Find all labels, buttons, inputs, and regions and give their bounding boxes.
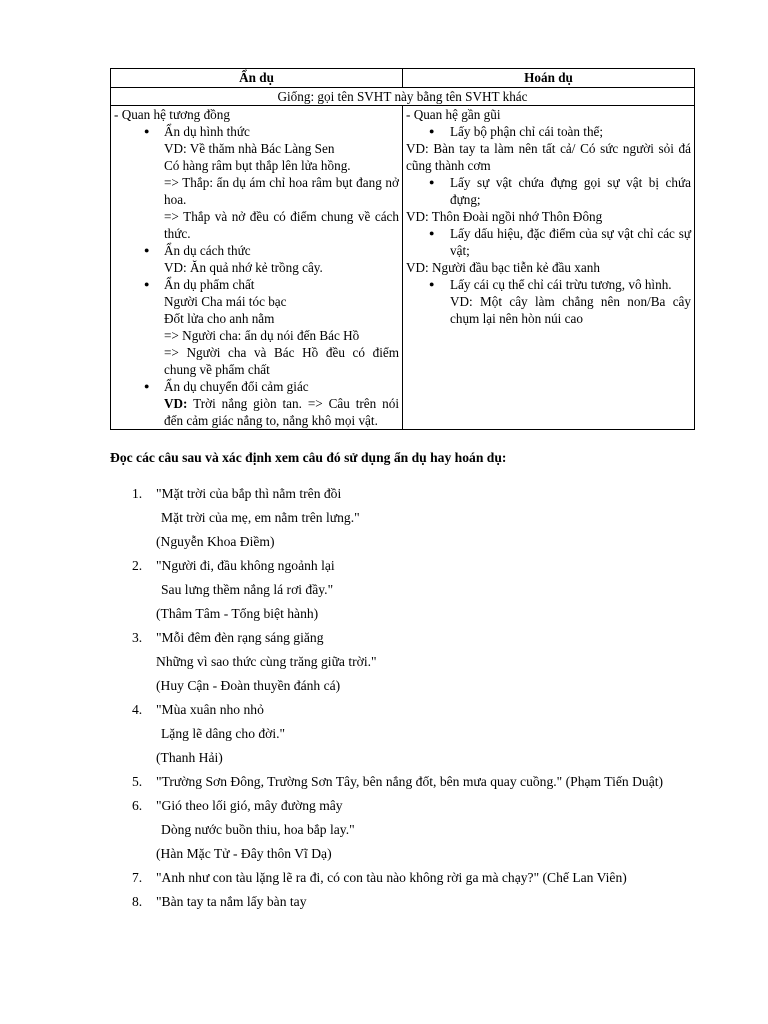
item-number: 6. bbox=[132, 798, 143, 813]
list-item bbox=[110, 794, 695, 866]
item-line: "Anh như con tàu lặng lẽ ra đi, có con tàu nào không rời ga mà chạy?" (Chế Lan Viên) bbox=[156, 870, 627, 885]
left-b1-line-1: VD: Về thăm nhà Bác Làng Sen bbox=[164, 141, 335, 156]
list-item bbox=[110, 482, 695, 554]
left-bullet-2-title: ● Ẩn dụ cách thức bbox=[114, 242, 399, 259]
item-line: Dòng nước buồn thiu, hoa bắp lay." bbox=[161, 822, 355, 837]
right-bullet-4-title: ● Lấy cái cụ thể chỉ cái trừu tương, vô hình. bbox=[406, 276, 691, 293]
left-b3-line-3: => Người cha: ẩn dụ nói đến Bác Hồ bbox=[164, 328, 360, 343]
item-source: (Huy Cận - Đoàn thuyền đánh cá) bbox=[156, 678, 341, 693]
header-hoan-du: Hoán dụ bbox=[403, 69, 695, 88]
item-line: "Mỗi đêm đèn rạng sáng giăng bbox=[156, 630, 324, 645]
item-number: 5. bbox=[132, 774, 143, 789]
left-b4-label: VD: bbox=[164, 396, 188, 411]
item-line: Những vì sao thức cùng trăng giữa trời." bbox=[156, 654, 377, 669]
right-bullet-1-title: ● Lấy bộ phận chỉ cái toàn thể; bbox=[406, 123, 691, 140]
item-line: "Gió theo lối gió, mây đường mây bbox=[156, 798, 343, 813]
left-b4-line-1 bbox=[114, 395, 399, 429]
left-bullet-1-title: ● Ẩn dụ hình thức bbox=[114, 123, 399, 140]
item-line: "Trường Sơn Đông, Trường Sơn Tây, bên nắng đốt, bên mưa quay cuồng." (Phạm Tiến Duật) bbox=[156, 774, 664, 789]
item-source: (Nguyễn Khoa Điềm) bbox=[156, 534, 275, 549]
left-bullet-3-title: ● Ẩn dụ phẩm chất bbox=[114, 276, 399, 293]
comparison-table bbox=[110, 68, 695, 430]
right-intro: - Quan hệ gần gũi bbox=[406, 107, 501, 122]
item-number: 1. bbox=[132, 486, 143, 501]
right-b2-example: VD: Thôn Đoài ngồi nhớ Thôn Đông bbox=[406, 209, 603, 224]
item-line: Mặt trời của mẹ, em nằm trên lưng." bbox=[161, 510, 360, 525]
left-b3-line-1: Người Cha mái tóc bạc bbox=[164, 294, 287, 309]
left-b1-line-2: Có hàng râm bụt thắp lên lửa hồng. bbox=[164, 158, 351, 173]
table-body-row bbox=[111, 106, 695, 430]
item-line: Lặng lẽ dâng cho đời." bbox=[161, 726, 286, 741]
item-source: (Thanh Hải) bbox=[156, 750, 223, 765]
left-b4-text: Trời nắng giòn tan. => Câu trên nói đến cảm giác nắng to, nắng khô mọi vật. bbox=[164, 396, 399, 428]
right-b4-example: VD: Một cây làm chẳng nên non/Ba cây chụm lại nên hòn núi cao bbox=[450, 294, 691, 326]
left-column bbox=[111, 106, 403, 430]
item-number: 3. bbox=[132, 630, 143, 645]
left-bullet-4-title: ● Ẩn dụ chuyển đổi cảm giác bbox=[114, 378, 399, 395]
exercise-instruction: Đọc các câu sau và xác định xem câu đó sử dụng ẩn dụ hay hoán dụ: bbox=[110, 450, 507, 465]
list-item bbox=[110, 890, 695, 914]
left-b2-line-1: VD: Ăn quả nhớ kẻ trồng cây. bbox=[164, 260, 323, 275]
item-line: "Người đi, đầu không ngoảnh lại bbox=[156, 558, 335, 573]
table-header-row bbox=[111, 69, 695, 88]
exercise-list bbox=[110, 482, 695, 914]
table-common-row bbox=[111, 88, 695, 106]
common-cell: Giống: gọi tên SVHT này bằng tên SVHT khác bbox=[111, 88, 695, 106]
item-number: 8. bbox=[132, 894, 143, 909]
list-item bbox=[110, 770, 695, 794]
item-line: "Mặt trời của bắp thì nằm trên đồi bbox=[156, 486, 342, 501]
item-source: (Thâm Tâm - Tống biệt hành) bbox=[156, 606, 319, 621]
item-source: (Hàn Mặc Tử - Đây thôn Vĩ Dạ) bbox=[156, 846, 332, 861]
item-number: 4. bbox=[132, 702, 143, 717]
list-item bbox=[110, 866, 695, 890]
document-page bbox=[110, 68, 695, 914]
right-b3-example: VD: Người đầu bạc tiễn kẻ đầu xanh bbox=[406, 260, 600, 275]
item-number: 7. bbox=[132, 870, 143, 885]
header-an-du: Ẩn dụ bbox=[111, 69, 403, 88]
right-bullet-2-title: ● Lấy sự vật chứa đựng gọi sự vật bị chứa đựng; bbox=[406, 174, 691, 208]
list-item bbox=[110, 698, 695, 770]
list-item bbox=[110, 626, 695, 698]
item-number: 2. bbox=[132, 558, 143, 573]
item-line: "Bàn tay ta nắm lấy bàn tay bbox=[156, 894, 307, 909]
list-item bbox=[110, 554, 695, 626]
left-intro: - Quan hệ tương đồng bbox=[114, 107, 230, 122]
left-b1-line-4: => Thắp và nở đều có điểm chung về cách thức. bbox=[164, 209, 399, 241]
left-b1-line-3: => Thắp: ẩn dụ ám chỉ hoa râm bụt đang nở hoa. bbox=[164, 175, 399, 207]
right-b1-example: VD: Bàn tay ta làm nên tất cả/ Có sức người sỏi đá cũng thành cơm bbox=[406, 141, 691, 173]
item-line: Sau lưng thềm nắng lá rơi đầy." bbox=[161, 582, 334, 597]
item-line: "Mùa xuân nho nhỏ bbox=[156, 702, 264, 717]
left-b3-line-4: => Người cha và Bác Hồ đều có điểm chung về phẩm chất bbox=[164, 345, 399, 377]
right-bullet-3-title: ● Lấy dấu hiệu, đặc điểm của sự vật chỉ các sự vật; bbox=[406, 225, 691, 259]
right-column bbox=[403, 106, 695, 430]
left-b3-line-2: Đốt lửa cho anh nằm bbox=[164, 311, 275, 326]
